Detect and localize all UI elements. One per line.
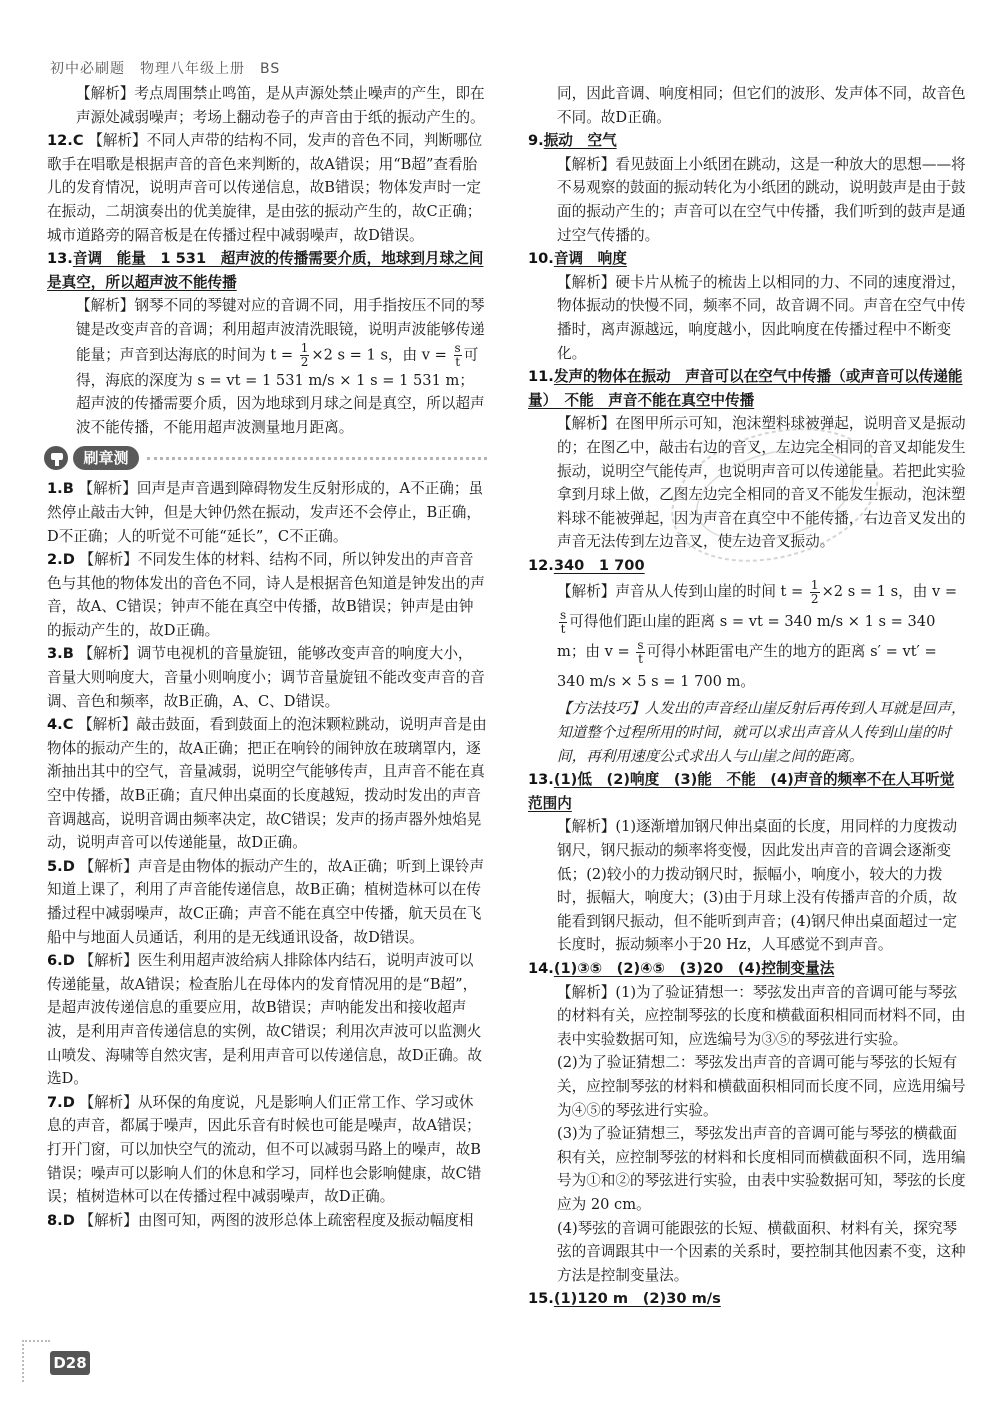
answer: C [72, 132, 84, 150]
question-13 [47, 247, 487, 294]
chapter-question-7 [47, 1091, 487, 1209]
chapter-test-banner [43, 443, 487, 473]
analysis-paragraph-3: (3)为了验证猜想三，琴弦发出声音的音调可能与琴弦的横截面积有关，应控制琴弦的材料和长度相同而横截面积不同，选用编号为①和②的琴弦进行实验，由表中实验数据可知，琴弦的长度应为 20 cm。 [557, 1125, 966, 1213]
watermark-stamp [660, 420, 890, 570]
analysis: 【解析】不同人声带的结构不同，发声的音色不同，判断哪位歌手在唱歌是根据声音的音色来判断的，故A错误；用“B超”查看胎儿的发育情况，说明声音可以传递信息，故B错误；物体发声时一定在振动，二胡演奏出的优美旋律，是由弦的振动产生的，故C正确；城市道路旁的隔音板是在传播过程中减弱噪声，故D错误。 [47, 132, 483, 244]
analysis: 【解析】声音是由物体的振动产生的，故A正确；听到上课铃声知道上课了，利用了声音能传递信息，故B正确；植树造林可以在传播过程中减弱噪声，故C正确；声音不能在真空中传播，航天员在飞船中与地面人员通话，利用的是无线通讯设备，故D错误。 [47, 857, 485, 946]
answer: B [62, 480, 74, 498]
denominator: t [560, 621, 566, 636]
chapter-question-4 [47, 713, 487, 855]
chapter-question-15 [528, 1287, 968, 1311]
denominator: 2 [300, 354, 309, 369]
chapter-question-14 [528, 957, 968, 981]
question-number: 6. [47, 952, 63, 970]
question-number: 13. [528, 771, 554, 789]
numerator: s [560, 607, 567, 622]
question-number: 15. [528, 1290, 554, 1308]
answer: (1)低 (2)响度 (3)能 不能 (4)声音的频率不在人耳听觉范围内 [528, 771, 955, 812]
answer: (1)120 m (2)30 m/s [553, 1290, 721, 1308]
question-number: 5. [47, 857, 63, 875]
answer: (1)③⑤ (2)④⑤ (3)20 (4)控制变量法 [553, 960, 835, 977]
answer: C [62, 716, 74, 734]
chapter-question-2 [47, 548, 487, 642]
answer: D [62, 1093, 75, 1111]
denominator: t [638, 651, 643, 666]
chapter-question-10 [528, 247, 968, 271]
chapter-question-11 [528, 365, 968, 412]
question-8-continued: 同，因此音调、响度相同；但它们的波形、发声体不同，故音色不同。故D正确。 [557, 85, 966, 126]
question-number: 14. [528, 960, 554, 977]
question-13-analysis [47, 294, 487, 439]
question-number: 11. [528, 368, 554, 386]
question-12 [47, 129, 487, 247]
analysis: 【解析】医生利用超声波给病人排除体内结石，说明声波可以传递能量，故A错误；检查胎儿在母体内的发育情况用的是“B超”，是超声波传递信息的重要应用，故B错误；声呐能发出和接收超声波，是利用声音传递信息的实例，故C错误；利用次声波可以监测火山喷发、海啸等自然灾害，是利用声音可以传递信息，故D正确。故选D。 [47, 952, 482, 1088]
answer: D [62, 857, 75, 875]
analysis: 【解析】看见鼓面上小纸团在跳动，这是一种放大的思想——将不易观察的鼓面的振动转化为小纸团的跳动，说明鼓声是由于鼓面的振动产生的；声音可以在空气中传播，我们听到的鼓声是通过空气传播的。 [557, 155, 966, 244]
analysis: 【解析】不同发生体的材料、结构不同，所以钟发出的声音音色与其他的物体发出的音色不同，诗人是根据音色知道是钟发出的声音，故A、C错误；钟声不能在真空中传播，故B错误；钟声是由钟的振动产生的，故D正确。 [47, 551, 485, 639]
answer: 音调 能量 1 531 超声波的传播需要介质，地球到月球之间是真空，所以超声波不能传播 [47, 250, 484, 291]
question-number: 2. [47, 551, 63, 569]
answer: D [62, 952, 75, 970]
right-column [528, 82, 968, 1311]
chapter-question-1 [47, 477, 487, 548]
question-number: 10. [528, 250, 554, 268]
numerator: 1 [810, 577, 819, 592]
method-tip: 【方法技巧】人发出的声音经山崖反射后再传到人耳就是回声，知道整个过程所用的时间，就可以求出声音从人传到山崖的时间，再利用速度公式求出人与山崖之间的距离。 [557, 700, 966, 765]
analysis-paragraph-1: 【解析】(1)为了验证猜想一：琴弦发出声音的音调可能与琴弦的材料有关，应控制琴弦的长度和横截面积相同而材料不同，由表中实验数据可知，应选编号为③⑤的琴弦进行实验。 [557, 983, 966, 1048]
question-number: 7. [47, 1093, 63, 1111]
question-number: 1. [47, 480, 63, 498]
analysis: 【解析】在图甲所示可知，泡沫塑料球被弹起，说明音叉是振动的；在图乙中，敲击右边的音叉，左边完全相同的音叉却能发生振动，说明空气能传声，也说明声音可以传递能量。若把此实验拿到月球上做，乙图左边完全相同的音叉不能发生振动，泡沫塑料球不能被弹起，因为声音在真空中不能传播，右边音叉发出的声音无法传到左边音叉，使左边音叉振动。 [557, 415, 966, 551]
question-number: 13. [47, 250, 73, 268]
analysis: 【解析】硬卡片从梳子的梳齿上以相同的力、不同的速度滑过，物体振动的快慢不同，频率不同，故音调不同。声音在空气中传播时，离声源越远，响度越小，因此响度在传播过程中不断变化。 [557, 273, 966, 362]
answer: 340 1 700 [553, 556, 645, 574]
intro-analysis: 【解析】考点周围禁止鸣笛，是从声源处禁止噪声的产生，即在声源处减弱噪声；考场上翻动卷子的声音由于纸的振动产生的。 [76, 85, 485, 126]
analysis-part: 【解析】钢琴不同的琴键对应的音调不同，用手指按压不同的琴键是改变声音的音调；利用超声波清洗眼镜，说明声波能够传递能量；声音到达海底的时间为 t = [76, 297, 485, 364]
analysis-part: 【解析】声音从人传到山崖的时间 t = [557, 583, 804, 601]
analysis: 【解析】敲击鼓面，看到鼓面上的泡沫颗粒跳动，说明声音是由物体的振动产生的，故A正确；把正在响铃的闹钟放在玻璃罩内，逐渐抽出其中的空气，音量减弱，说明空气能够传声，且声音不能在真空中传播，故B正确；直尺伸出桌面的长度越短，拨动时发出的声音音调越高，说明音调由频率决定，故C错误；发声的扬声器外烛焰晃动，说明声音可以传递能量，故D正确。 [47, 716, 487, 852]
analysis-part: 可得他们距山崖的距离 s = vt = 340 m/s × 1 s = 340 m；由 v = [557, 613, 936, 661]
analysis: 【解析】由图可知，两图的波形总体上疏密程度及振动幅度相 [79, 1211, 474, 1229]
chapter-question-13 [528, 768, 968, 815]
brush-icon [43, 445, 71, 471]
chapter-question-8 [47, 1209, 487, 1233]
analysis: 【解析】从环保的角度说，凡是影响人们正常工作、学习或休息的声音，都属于噪声，因此乐音有时候也可能是噪声，故A错误；打开门窗，可以加快空气的流动，但不可以减弱马路上的噪声，故B错误；噪声可以影响人们的休息和学习，同样也会影响健康，故C错误；植树造林可以在传播过程中减弱噪声，故D正确。 [47, 1093, 482, 1206]
fraction-s-over-t [636, 639, 644, 666]
answer: 振动 空气 [543, 132, 617, 150]
analysis-part: 可得，海底的深度为 s = vt = 1 531 m/s × 1 s = 1 531 m；超声波的传播需要介质，因为地球到月球之间是真空，所以超声波不能传播，不能用超声波测量地月距离。 [76, 346, 485, 436]
answer: D [62, 551, 75, 569]
question-number: 4. [47, 716, 63, 734]
answer: D [62, 1211, 75, 1229]
page-header: 初中必刷题 物理八年级上册 BS [50, 61, 281, 77]
numerator: s [454, 340, 461, 355]
analysis: 【解析】调节电视机的音量旋钮，能够改变声音的响度大小，音量大则响度大，音量小则响度小；调节音量旋钮不能改变声音的音调、音色和频率，故B正确，A、C、D错误。 [47, 645, 485, 710]
analysis-paragraph-2: (2)为了验证猜想二：琴弦发出声音的音调可能与琴弦的长短有关，应控制琴弦的材料和横截面积相同而长度不同，应选用编号为④⑤的琴弦进行实验。 [557, 1054, 966, 1119]
analysis: 【解析】回声是声音遇到障碍物发生反射形成的，A不正确；虽然停止敲击大钟，但是大钟仍然在振动，发声还不会停止，B正确，D不正确；人的听觉不可能“延长”，C不正确。 [47, 480, 484, 545]
analysis-part: ×2 s = 1 s，由 v = [821, 583, 958, 601]
denominator: t [455, 354, 461, 369]
numerator: 1 [300, 340, 309, 355]
dotted-divider [147, 457, 487, 460]
analysis-part: 可得小林距雷电产生的地方的距离 s′ = vt′ = 340 m/s × 5 s = 1 700 m。 [557, 643, 937, 691]
answer: 发声的物体在振动 声音可以在空气中传播（或声音可以传递能量） 不能 声音不能在真空中传播 [528, 368, 963, 409]
analysis-paragraph-4: (4)琴弦的音调可能跟弦的长短、横截面积、材料有关，探究琴弦的音调跟其中一个因素的关系时，要控制其他因素不变，这种方法是控制变量法。 [557, 1219, 966, 1284]
left-column [47, 82, 487, 1232]
question-number: 8. [47, 1211, 63, 1229]
chapter-question-5 [47, 855, 487, 949]
question-number: 9. [528, 132, 544, 150]
question-number: 12. [528, 556, 554, 574]
answer: B [62, 645, 74, 663]
denominator: 2 [810, 591, 819, 606]
chapter-question-3 [47, 642, 487, 713]
fraction-half [810, 579, 820, 606]
chapter-question-9 [528, 129, 968, 153]
fraction-half [300, 342, 310, 369]
fraction-s-over-t [559, 609, 567, 636]
chapter-tag: 刷章测 [73, 446, 139, 470]
question-12-analysis [528, 577, 968, 697]
page-corner-dots [22, 1340, 50, 1382]
page-number: D28 [50, 1351, 90, 1375]
chapter-question-6 [47, 949, 487, 1091]
answer: 音调 响度 [553, 250, 627, 268]
fraction-s-over-t [454, 342, 462, 369]
question-number: 12. [47, 132, 73, 150]
numerator: s [637, 637, 644, 652]
analysis: 【解析】(1)逐渐增加钢尺伸出桌面的长度，用同样的力度拨动钢尺，钢尺振动的频率将变慢，因此发出声音的音调会逐渐变低；(2)较小的力拨动钢尺时，振幅小，响度小，较大的力拨时，振幅大，响度大；(3)由于月球上没有传播声音的介质，故能看到钢尺振动，但不能听到声音；(4)钢尺伸出桌面超过一定长度时，振动频率小于20 Hz，人耳感觉不到声音。 [557, 818, 958, 954]
analysis-part: ×2 s = 1 s，由 v = [311, 346, 447, 364]
question-number: 3. [47, 645, 63, 663]
